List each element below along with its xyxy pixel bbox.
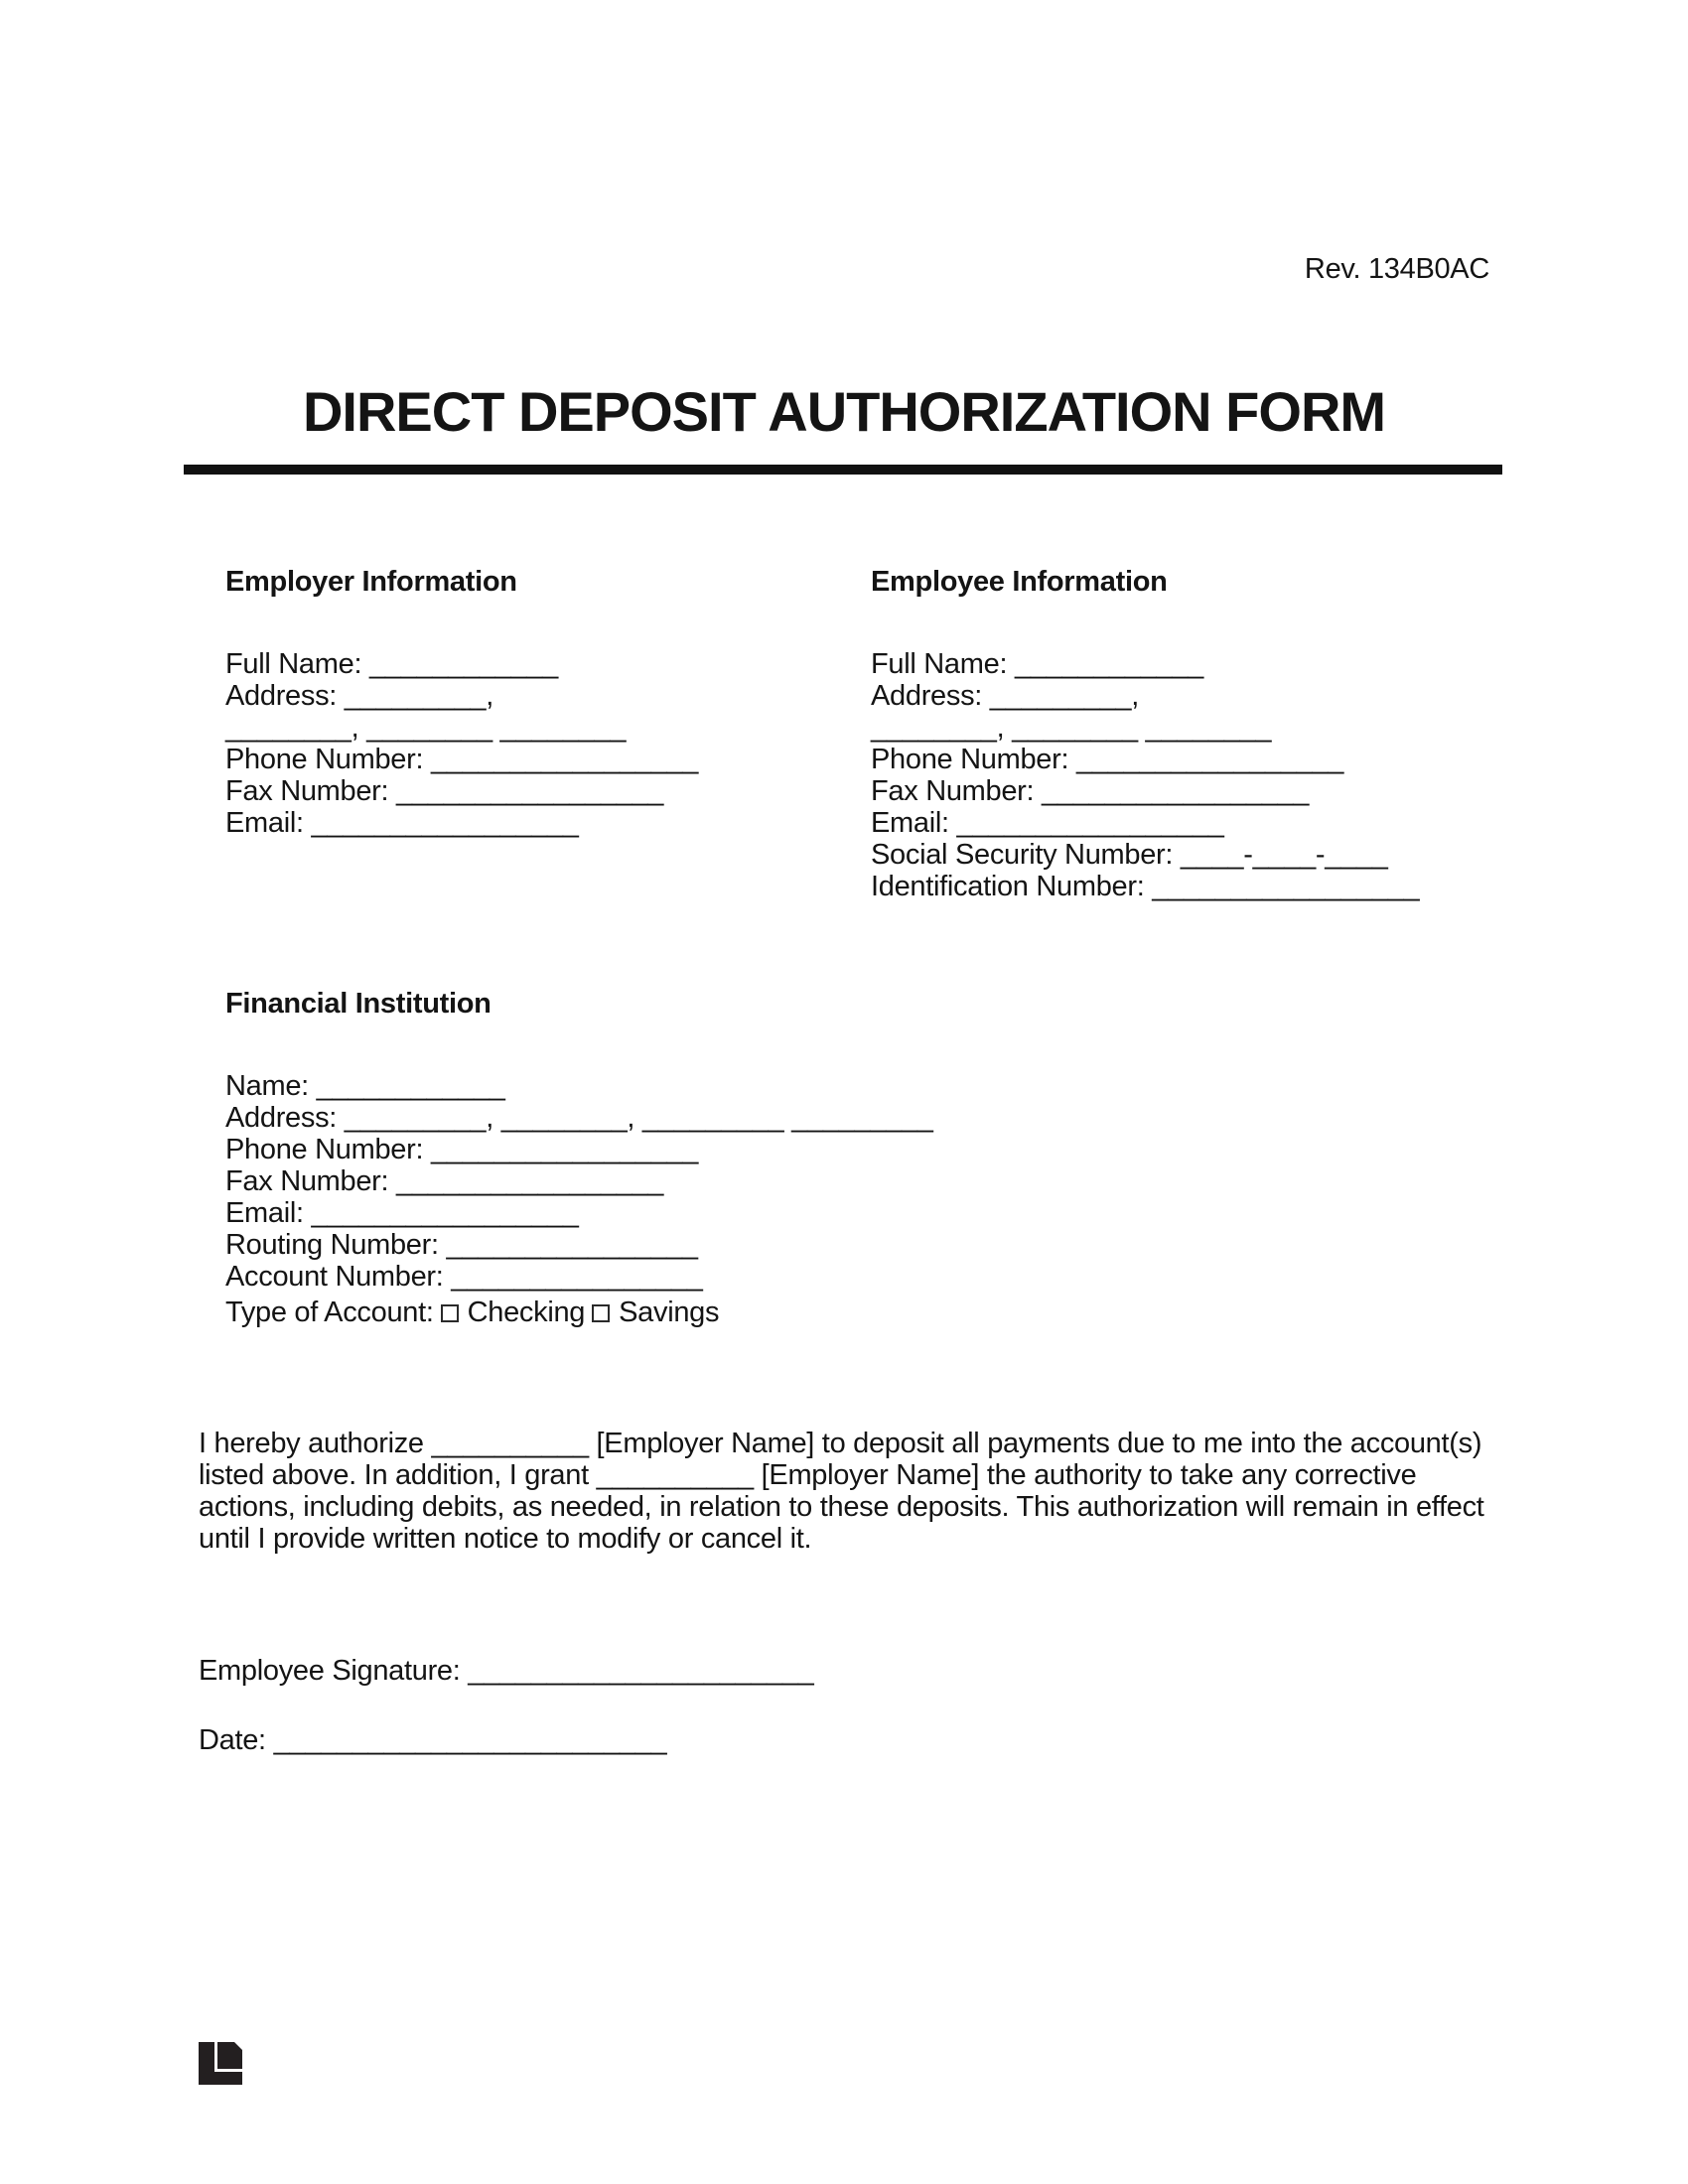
bank-name-field: Name: ____________ xyxy=(225,1070,505,1102)
financial-institution-heading: Financial Institution xyxy=(225,988,492,1020)
employee-fax-field: Fax Number: _________________ xyxy=(871,775,1310,807)
employee-email-field: Email: _________________ xyxy=(871,807,1224,839)
employee-phone-field: Phone Number: _________________ xyxy=(871,744,1344,775)
bank-address-field: Address: _________, ________, _________ _________ xyxy=(225,1102,933,1134)
employer-heading: Employer Information xyxy=(225,566,517,598)
employee-signature-field: Employee Signature: ______________________ xyxy=(199,1655,814,1687)
employer-address-field-line1: Address: _________, xyxy=(225,680,494,712)
employer-fax-field: Fax Number: _________________ xyxy=(225,775,664,807)
employer-full-name-field: Full Name: ____________ xyxy=(225,648,558,680)
financial-institution-section xyxy=(199,988,1489,1328)
logo-vertical-stroke xyxy=(214,2042,217,2072)
employee-id-number-field: Identification Number: _________________ xyxy=(871,871,1420,902)
authorization-line: I hereby authorize __________ [Employer Name] to deposit all payments due to me into the account(s) xyxy=(199,1428,1482,1459)
employee-address-field-line2: ________, ________ ________ xyxy=(871,712,1272,744)
employee-section xyxy=(844,566,1489,902)
account-number-field: Account Number: ________________ xyxy=(225,1261,703,1293)
savings-checkbox[interactable] xyxy=(592,1304,610,1322)
bank-phone-field: Phone Number: _________________ xyxy=(225,1134,699,1165)
employer-address-field-line2: ________, ________ ________ xyxy=(225,712,627,744)
bank-fax-field: Fax Number: _________________ xyxy=(225,1165,664,1197)
employee-full-name-field: Full Name: ____________ xyxy=(871,648,1203,680)
checking-checkbox[interactable] xyxy=(441,1304,459,1322)
employer-section xyxy=(199,566,844,902)
employer-email-field: Email: _________________ xyxy=(225,807,579,839)
date-field: Date: _________________________ xyxy=(199,1724,667,1756)
employee-address-field-line1: Address: _________, xyxy=(871,680,1140,712)
authorization-line: actions, including debits, as needed, in relation to these deposits. This authorization will remain in effect xyxy=(199,1491,1484,1523)
checking-option-label: Checking xyxy=(467,1297,586,1328)
page-title: DIRECT DEPOSIT AUTHORIZATION FORM xyxy=(302,380,1386,443)
authorization-line: listed above. In addition, I grant __________ [Employer Name] the authority to take any corrective xyxy=(199,1459,1417,1491)
employee-ssn-field: Social Security Number: ____-____-____ xyxy=(871,839,1388,871)
savings-option-label: Savings xyxy=(619,1297,720,1328)
title-rule xyxy=(184,465,1502,475)
employee-heading: Employee Information xyxy=(871,566,1168,598)
revision-number: Rev. 134B0AC xyxy=(1304,253,1489,285)
bank-email-field: Email: _________________ xyxy=(225,1197,579,1229)
routing-number-field: Routing Number: ________________ xyxy=(225,1229,698,1261)
authorization-paragraph xyxy=(199,1428,1489,1555)
logo-horizontal-stroke xyxy=(214,2069,242,2072)
legal-templates-logo-icon xyxy=(199,2042,242,2085)
type-of-account-label: Type of Account: xyxy=(225,1297,434,1328)
employer-phone-field: Phone Number: _________________ xyxy=(225,744,699,775)
type-of-account-row xyxy=(225,1297,1489,1328)
authorization-line: until I provide written notice to modify or cancel it. xyxy=(199,1523,812,1555)
info-columns xyxy=(199,566,1489,902)
